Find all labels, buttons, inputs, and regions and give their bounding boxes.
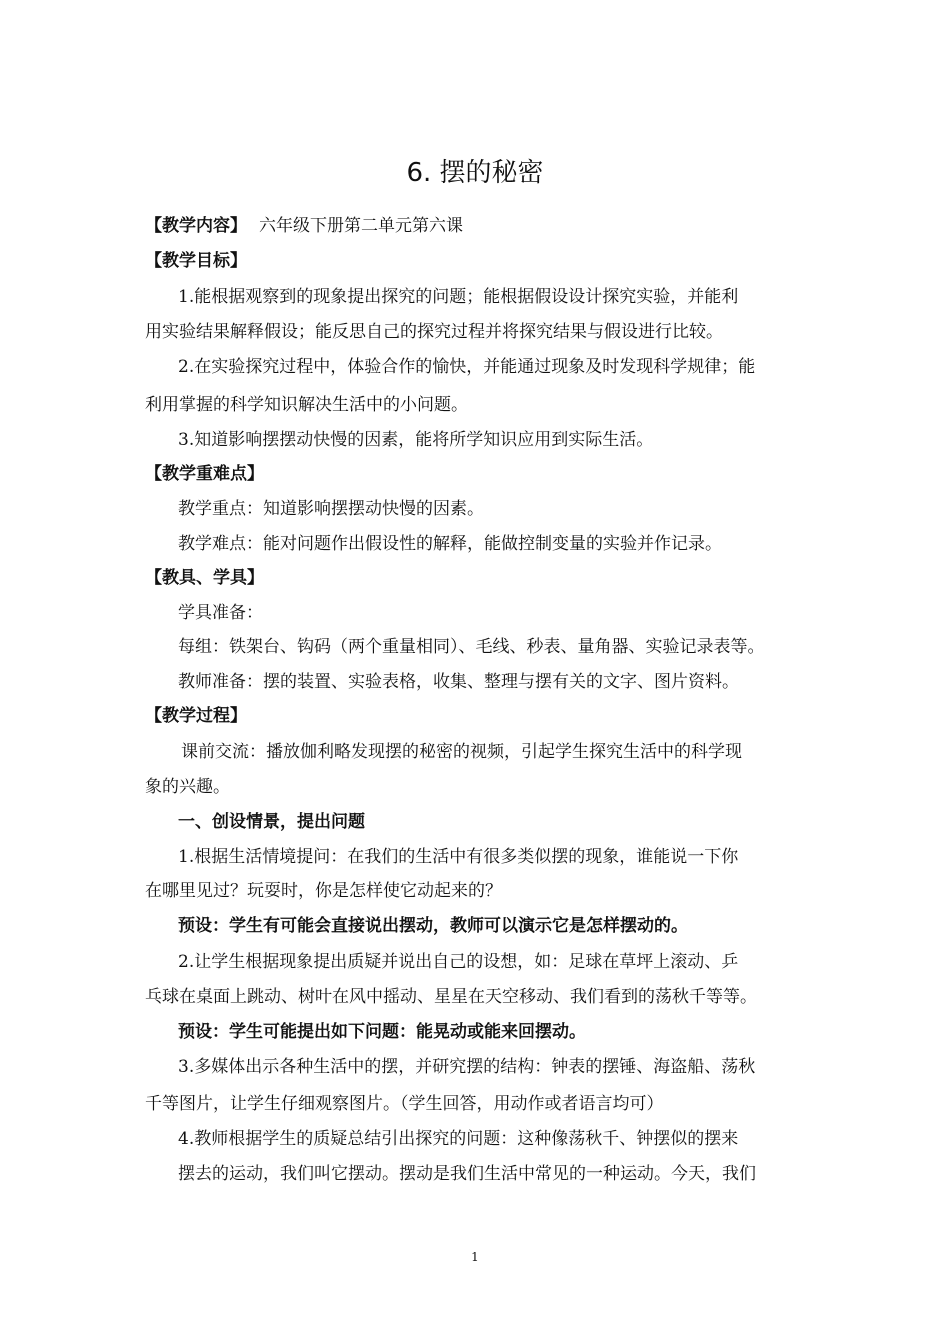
pre-class-line-2: 象的兴趣。: [145, 777, 230, 797]
teaching-content-text: 六年级下册第二单元第六课: [259, 216, 463, 236]
section-1-heading: 一、创设情景，提出问题: [178, 812, 365, 832]
teaching-content-heading: 【教学内容】: [145, 216, 247, 236]
page-title: 6. 摆的秘密: [406, 158, 544, 188]
presume-1: 预设：学生有可能会直接说出摆动，教师可以演示它是怎样摆动的。: [178, 916, 688, 936]
key-points-heading: 【教学重难点】: [145, 464, 264, 484]
step-1-line-2: 在哪里见过？玩耍时，你是怎样使它动起来的？: [145, 881, 502, 901]
step-4-line-2: 摆去的运动，我们叫它摆动。摆动是我们生活中常见的一种运动。今天，我们: [178, 1164, 756, 1184]
teacher-materials: 教师准备：摆的装置、实验表格，收集、整理与摆有关的文字、图片资料。: [178, 672, 739, 692]
teaching-process-heading: 【教学过程】: [145, 706, 247, 726]
difficult-point: 教学难点：能对问题作出假设性的解释，能做控制变量的实验并作记录。: [178, 534, 722, 554]
objective-2-line-1: 2.在实验探究过程中，体验合作的愉快，并能通过现象及时发现科学规律；能: [178, 357, 756, 377]
teaching-content-row: [145, 215, 810, 237]
step-2-line-2: 乓球在桌面上跳动、树叶在风中摇动、星星在天空移动、我们看到的荡秋千等等。: [145, 987, 757, 1007]
student-materials: 每组：铁架台、钩码（两个重量相同）、毛线、秒表、量角器、实验记录表等。: [178, 637, 765, 657]
step-4-line-1: 4.教师根据学生的质疑总结引出探究的问题：这种像荡秋千、钟摆似的摆来: [178, 1129, 739, 1149]
teaching-objectives-heading: 【教学目标】: [145, 251, 247, 271]
objective-2-line-2: 利用掌握的科学知识解决生活中的小问题。: [145, 395, 468, 415]
materials-heading: 【教具、学具】: [145, 568, 264, 588]
objective-3: 3.知道影响摆摆动快慢的因素，能将所学知识应用到实际生活。: [178, 430, 654, 450]
step-1-line-1: 1.根据生活情境提问：在我们的生活中有很多类似摆的现象，谁能说一下你: [178, 847, 739, 867]
objective-1-line-1: 1.能根据观察到的现象提出探究的问题；能根据假设设计探究实验，并能利: [178, 287, 739, 307]
step-3-line-1: 3.多媒体出示各种生活中的摆，并研究摆的结构：钟表的摆锤、海盗船、荡秋: [178, 1057, 756, 1077]
page-number: 1: [471, 1250, 479, 1264]
key-point: 教学重点：知道影响摆摆动快慢的因素。: [178, 499, 484, 519]
presume-2: 预设：学生可能提出如下问题：能晃动或能来回摆动。: [178, 1022, 586, 1042]
pre-class-line-1: 课前交流：播放伽利略发现摆的秘密的视频，引起学生探究生活中的科学现: [181, 742, 742, 762]
objective-1-line-2: 用实验结果解释假设；能反思自己的探究过程并将探究结果与假设进行比较。: [145, 322, 723, 342]
step-2-line-1: 2.让学生根据现象提出质疑并说出自己的设想，如：足球在草坪上滚动、乒: [178, 952, 739, 972]
step-3-line-2: 千等图片，让学生仔细观察图片。（学生回答，用动作或者语言均可）: [145, 1094, 664, 1114]
student-materials-label: 学具准备：: [178, 603, 263, 623]
